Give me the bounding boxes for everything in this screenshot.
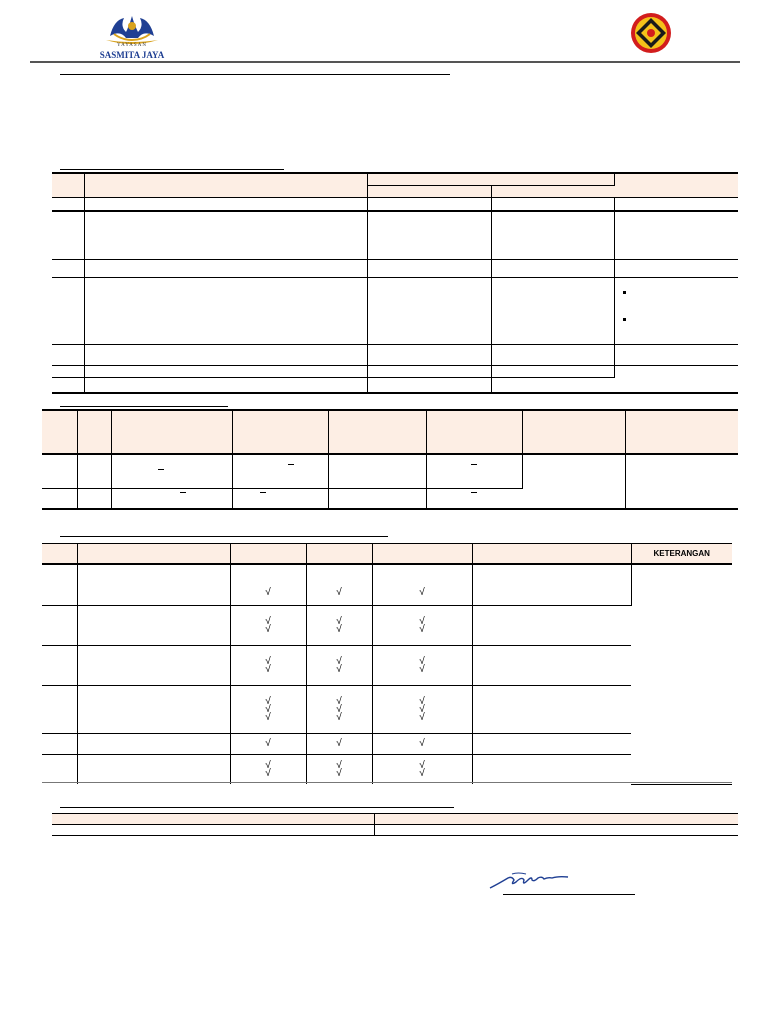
header-rule (30, 61, 740, 63)
check-mark: √ (265, 587, 271, 598)
keterangan-header: KETERANGAN (631, 544, 732, 565)
table-row (42, 686, 732, 734)
table-1 (52, 172, 738, 394)
table3-header-row (42, 544, 732, 565)
signature-line (503, 894, 635, 895)
table-row (52, 278, 738, 345)
check-mark: √ (419, 655, 425, 667)
check-mark: √ (265, 738, 271, 749)
university-seal-icon (630, 12, 672, 54)
table-row (42, 606, 732, 646)
table-row (42, 734, 732, 755)
signature-icon (486, 868, 576, 892)
table-4 (52, 813, 738, 836)
check-mark: √ (336, 711, 342, 723)
check-mark: √ (419, 695, 425, 707)
table1-header-cell (614, 173, 738, 198)
table-row (52, 345, 738, 366)
table1-header-cell (367, 173, 614, 186)
table-row (42, 564, 732, 606)
check-mark: √ (336, 663, 342, 675)
table1-header-cell (367, 186, 491, 198)
check-mark: √ (265, 767, 271, 779)
bullet-icon (623, 318, 626, 321)
table-row (52, 825, 738, 836)
table-row (52, 198, 738, 212)
yayasan-small-text: YAYASAN (117, 43, 147, 48)
bullet-icon (623, 291, 626, 294)
table1-header-cell (84, 173, 367, 198)
yayasan-name: SASMITA JAYA (99, 50, 165, 60)
check-mark: √ (419, 767, 425, 779)
check-mark: √ (265, 759, 271, 771)
table-row (42, 646, 732, 686)
check-mark: √ (265, 655, 271, 667)
table3-bottom-rule (42, 782, 732, 783)
check-mark: √ (336, 738, 342, 749)
check-mark: √ (336, 587, 342, 598)
title-underline (60, 74, 450, 75)
table-row (42, 755, 732, 785)
section3-underline (60, 536, 388, 537)
check-mark: √ (336, 655, 342, 667)
check-mark: √ (419, 711, 425, 723)
dash-mark (260, 492, 266, 493)
check-mark: √ (419, 703, 425, 715)
dash-mark (288, 464, 294, 465)
table-2 (42, 409, 738, 510)
section4-underline (60, 807, 454, 808)
table-row (52, 211, 738, 260)
check-mark: √ (336, 615, 342, 627)
check-mark: √ (419, 615, 425, 627)
dash-mark (180, 492, 186, 493)
check-mark: √ (265, 615, 271, 627)
dash-mark (471, 464, 477, 465)
table2-header-row (42, 410, 738, 454)
check-mark: √ (419, 738, 425, 749)
check-mark: √ (265, 623, 271, 635)
check-mark: √ (265, 711, 271, 723)
check-mark: √ (265, 703, 271, 715)
check-mark: √ (336, 623, 342, 635)
check-mark: √ (336, 759, 342, 771)
check-mark: √ (336, 695, 342, 707)
check-mark: √ (336, 767, 342, 779)
table1-header-cell (491, 186, 614, 198)
table-row (42, 454, 738, 489)
check-mark: √ (265, 695, 271, 707)
table1-header-cell (52, 173, 84, 198)
yayasan-logo (92, 10, 172, 60)
check-mark: √ (419, 663, 425, 675)
check-mark: √ (419, 587, 425, 598)
table1-header-row (52, 173, 738, 186)
table-row (52, 260, 738, 278)
dash-mark (471, 492, 477, 493)
check-mark: √ (265, 663, 271, 675)
section2-underline (60, 406, 228, 407)
check-mark: √ (419, 623, 425, 635)
keterangan-cell (631, 564, 732, 784)
table-3 (42, 543, 732, 785)
dash-mark (158, 469, 164, 470)
section1-underline (60, 169, 284, 170)
check-mark: √ (419, 759, 425, 771)
table-row (52, 366, 738, 378)
table4-header-row (52, 814, 738, 825)
check-mark: √ (336, 703, 342, 715)
